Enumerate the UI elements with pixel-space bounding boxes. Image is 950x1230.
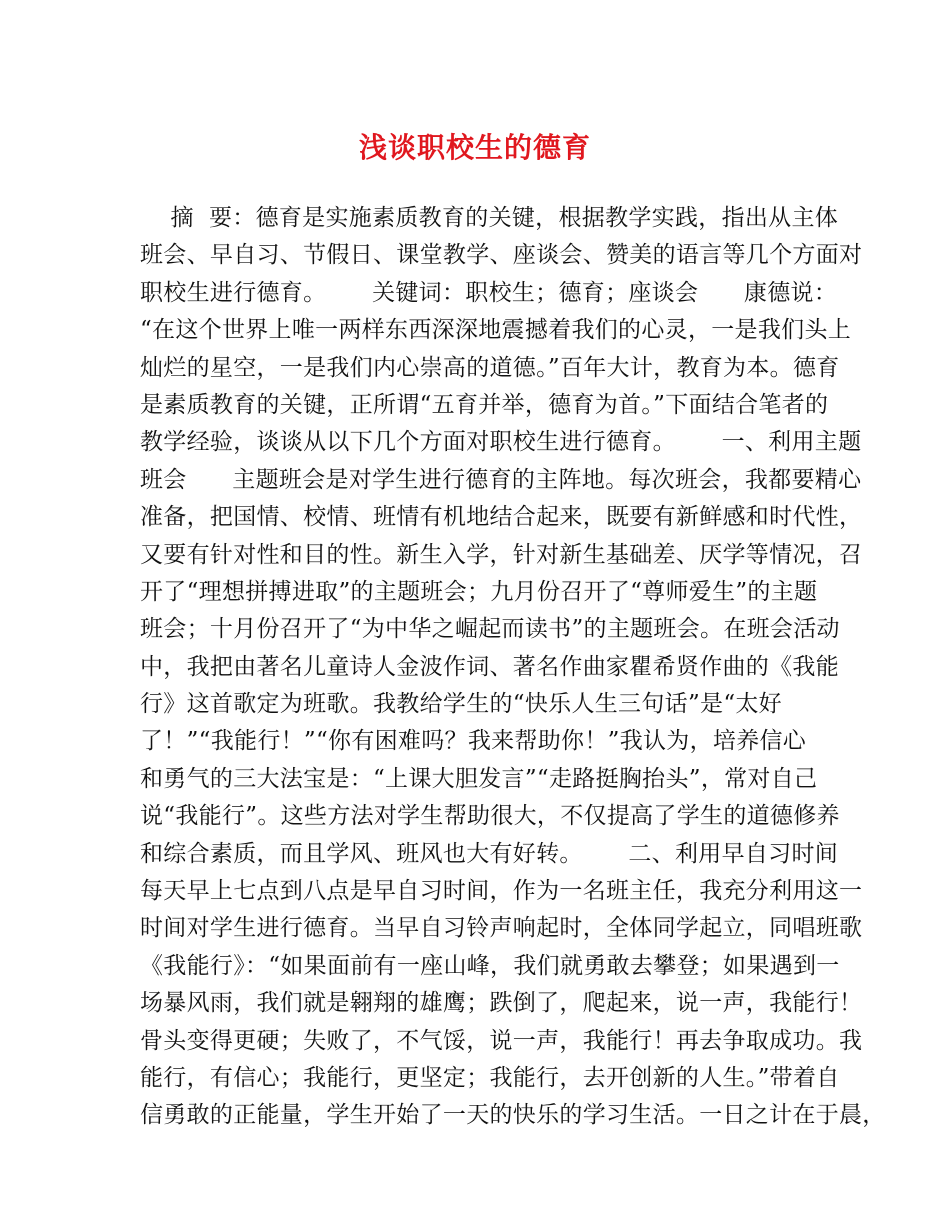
text-line: 中，我把由著名儿童诗人金波作词、著名作曲家瞿希贤作曲的《我能 — [140, 653, 839, 680]
text-line: 开了“理想拼搏进取”的主题班会；九月份召开了“尊师爱生”的主题 — [140, 578, 818, 605]
text-line: 《我能行》：“如果面前有一座山峰，我们就勇敢去攀登；如果遇到一 — [140, 952, 840, 979]
text-line: 能行，有信心；我能行，更坚定；我能行，去开创新的人生。”带着自 — [140, 1064, 840, 1091]
text-line: “在这个世界上唯一两样东西深深地震撼着我们的心灵，一是我们头上 — [140, 317, 852, 344]
text-line: 了！”“我能行！”“你有困难吗？我来帮助你！”我认为，培养信心 — [140, 728, 807, 755]
text-line: 是素质教育的关键，正所谓“五育并举，德育为首。”下面结合笔者的 — [140, 391, 829, 418]
text-line: 说“我能行”。这些方法对学生帮助很大，不仅提高了学生的道德修养 — [140, 803, 840, 830]
text-line: 灿烂的星空，一是我们内心崇高的道德。”百年大计，教育为本。德育 — [140, 354, 840, 381]
text-line: 摘 要：德育是实施素质教育的关键，根据教学实践，指出从主体 — [140, 205, 839, 231]
text-line: 信勇敢的正能量，学生开始了一天的快乐的学习生活。一日之计在于晨， — [140, 1102, 886, 1129]
text-line: 时间对学生进行德育。当早自习铃声响起时，全体同学起立，同唱班歌 — [140, 915, 863, 942]
text-line: 骨头变得更硬；失败了，不气馁，说一声，我能行！再去争取成功。我 — [140, 1027, 863, 1054]
text-line: 场暴风雨，我们就是翱翔的雄鹰；跌倒了，爬起来，说一声，我能行！ — [140, 990, 863, 1017]
text-line: 准备，把国情、校情、班情有机地结合起来，既要有新鲜感和时代性， — [140, 504, 863, 531]
text-line: 和综合素质，而且学风、班风也大有好转。 二、利用早自习时间 — [140, 840, 839, 867]
text-line: 每天早上七点到八点是早自习时间，作为一名班主任，我充分利用这一 — [140, 878, 863, 905]
text-line: 班会、早自习、节假日、课堂教学、座谈会、赞美的语言等几个方面对 — [140, 242, 863, 269]
text-line: 行》这首歌定为班歌。我教给学生的“快乐人生三句话”是“太好 — [140, 691, 782, 718]
text-line: 班会 主题班会是对学生进行德育的主阵地。每次班会，我都要精心 — [140, 466, 862, 493]
text-line: 职校生进行德育。 关键词：职校生；德育；座谈会 康德说： — [140, 279, 838, 306]
text-line: 班会；十月份召开了“为中华之崛起而读书”的主题班会。在班会活动 — [140, 616, 840, 643]
text-line: 和勇气的三大法宝是：“上课大胆发言”“走路挺胸抬头”，常对自己 — [140, 765, 818, 792]
text-line: 教学经验，谈谈从以下几个方面对职校生进行德育。 一、利用主题 — [140, 429, 862, 456]
text-line: 又要有针对性和目的性。新生入学，针对新生基础差、厌学等情况，召 — [140, 541, 863, 568]
article-body — [140, 200, 886, 1135]
page-title: 浅谈职校生的德育 — [358, 131, 591, 164]
